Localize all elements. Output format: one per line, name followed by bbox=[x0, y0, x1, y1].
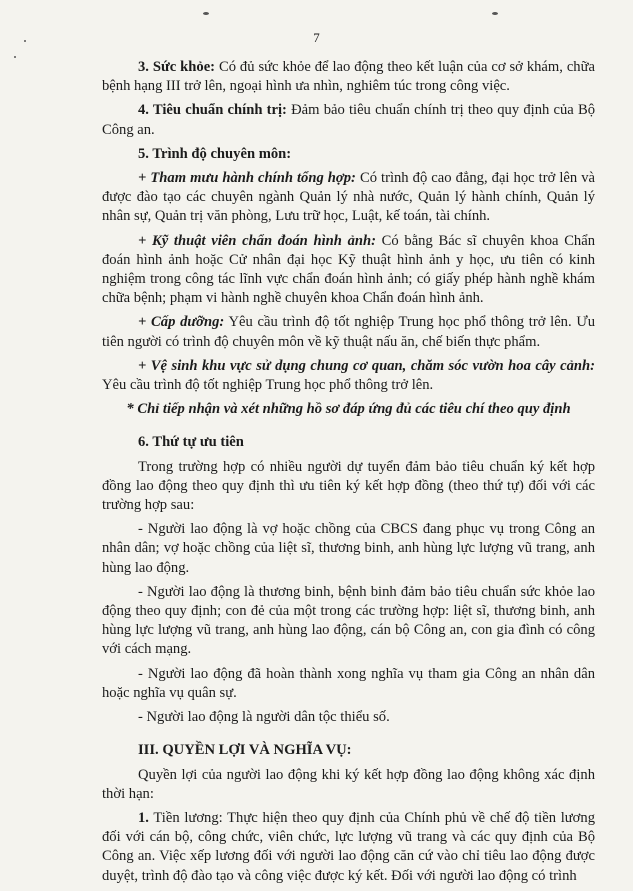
section-health bbox=[102, 58, 595, 96]
priority-item: - Người lao động là người dân tộc thiểu số. bbox=[138, 709, 390, 726]
priority-item: - Người lao động là vợ hoặc chồng của CBCS đang phục vụ trong Công an nhân dân; vợ hoặc chồng của liệt sĩ, thương binh, anh hùng lực lượng vũ trang, anh hùng lao động. bbox=[102, 521, 595, 576]
qualification-item bbox=[102, 357, 595, 395]
section-qualification-title: 5. Trình độ chuyên môn: bbox=[138, 145, 292, 162]
priority-item: - Người lao động đã hoàn thành xong nghĩa vụ tham gia Công an nhân dân hoặc nghĩa vụ quân sự. bbox=[102, 665, 595, 701]
item-label: + Tham mưu hành chính tổng hợp: bbox=[138, 170, 356, 187]
item-label: + Kỹ thuật viên chẩn đoán hình ảnh: bbox=[138, 232, 376, 249]
section-title: 3. Sức khỏe: bbox=[138, 59, 216, 75]
priority-intro: Trong trường hợp có nhiều người dự tuyển đảm bảo tiêu chuẩn ký kết hợp đồng lao động theo quy định thì ưu tiên ký kết hợp đồng (theo thứ tự) đối với các trường hợp sau: bbox=[102, 458, 595, 514]
item-text: Yêu cầu trình độ tốt nghiệp Trung học phổ thông trở lên. bbox=[102, 377, 434, 394]
qualification-item bbox=[102, 169, 595, 227]
qualification-item bbox=[102, 313, 595, 351]
scan-speck bbox=[492, 12, 498, 15]
item-text: Yêu cầu trình độ tốt nghiệp Trung học phổ thông trở lên. Ưu tiên người có trình độ chuyên môn về kỹ thuật nấu ăn, chế biến thực phẩm. bbox=[102, 314, 595, 350]
page-number: 7 bbox=[313, 30, 320, 45]
section-politics bbox=[102, 101, 595, 139]
section-text: Có đủ sức khỏe để lao động theo kết luận của cơ sở khám, chữa bệnh hạng III trở lên, ngoại hình ưa nhìn, nghiêm túc trong công việc. bbox=[102, 59, 595, 95]
item-text: Có trình độ cao đẳng, đại học trở lên và được đào tạo các chuyên ngành Quản lý nhà nước, Quản lý hành chính, Quản lý nhân sự, Quản trị văn phòng, Lưu trữ học, Luật, kế toán, tài chính. bbox=[102, 170, 595, 225]
section-priority-title: 6. Thứ tự ưu tiên bbox=[138, 434, 244, 451]
item-label: + Cấp dưỡng: bbox=[138, 314, 225, 331]
item-number: 1. bbox=[138, 809, 149, 826]
selection-note: * Chỉ tiếp nhận và xét những hồ sơ đáp ứng đủ các tiêu chí theo quy định bbox=[126, 401, 571, 418]
priority-item: - Người lao động là thương binh, bệnh binh đảm bảo tiêu chuẩn sức khỏe lao động theo quy định; con đẻ của một trong các trường hợp: liệt sĩ, thương binh, anh hùng lực lượng vũ trang, anh hùng lao động, cán bộ Công an, con gia đình có công với cách mạng. bbox=[102, 583, 595, 658]
salary-paragraph bbox=[102, 809, 595, 886]
section-text: Đảm bảo tiêu chuẩn chính trị theo quy định của Bộ Công an. bbox=[102, 102, 596, 138]
item-text: Có bằng Bác sĩ chuyên khoa Chẩn đoán hình ảnh hoặc Cử nhân đại học Kỹ thuật hình ảnh y học, ưu tiên có kinh nghiệm trong công tác lĩnh vực chẩn đoán hình ảnh; có giấy phép hành nghề khám chữa bệnh; phạm vi hành nghề chuyên khoa Chẩn đoán hình ảnh. bbox=[102, 232, 595, 307]
rights-intro: Quyền lợi của người lao động khi ký kết hợp đồng lao động không xác định thời hạn: bbox=[102, 766, 595, 802]
item-label: + Vệ sinh khu vực sử dụng chung cơ quan, chăm sóc vườn hoa cây cảnh: bbox=[138, 357, 595, 374]
item-text: Tiền lương: Thực hiện theo quy định của Chính phủ về chế độ tiền lương đối với cán bộ, công chức, viên chức, lực lượng vũ trang và các quy định của Bộ Công an. Việc xếp lương đối với người lao động căn cứ vào chỉ tiêu lao động được duyệt, trình độ đào tạo và công việc được ký kết. Đối với người lao động có trình bbox=[102, 809, 595, 884]
section-title: 4. Tiêu chuẩn chính trị: bbox=[138, 102, 287, 119]
scan-speck bbox=[14, 56, 16, 58]
document-body bbox=[102, 58, 595, 891]
qualification-item bbox=[102, 232, 595, 309]
section-rights-title: III. QUYỀN LỢI VÀ NGHĨA VỤ: bbox=[138, 742, 352, 759]
scan-speck bbox=[203, 12, 209, 15]
